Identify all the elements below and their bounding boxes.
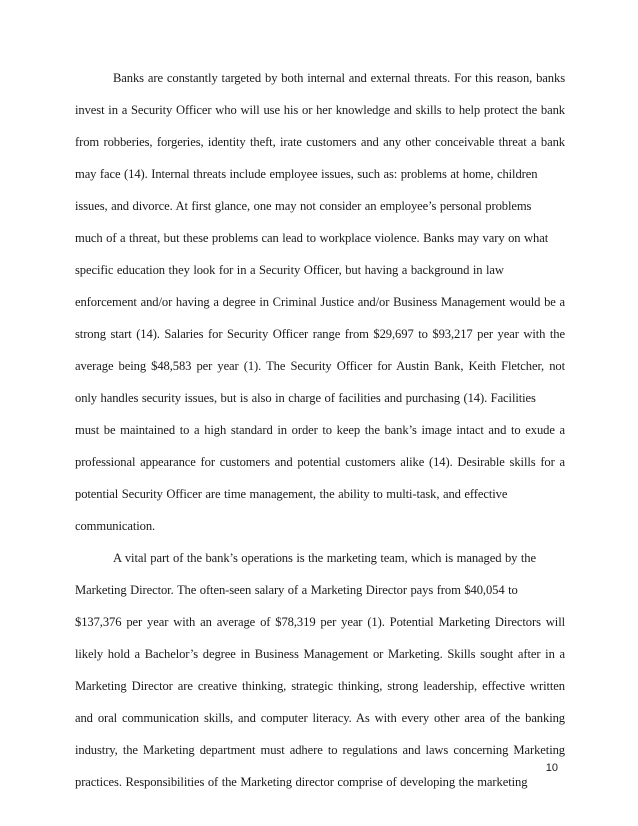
text-line: from robberies, forgeries, identity theft, irate customers and any other conceivable threat a bank	[75, 135, 565, 149]
text-line: must be maintained to a high standard in order to keep the bank’s image intact and to exude a	[75, 423, 565, 437]
text-line: much of a threat, but these problems can lead to workplace violence. Banks may vary on what	[75, 231, 549, 245]
text-line: specific education they look for in a Security Officer, but having a background in law	[75, 263, 504, 277]
text-line: strong start (14). Salaries for Security Officer range from $29,697 to $93,217 per year with the	[75, 327, 565, 341]
text-line: average being $48,583 per year (1). The Security Officer for Austin Bank, Keith Fletcher, not	[75, 359, 565, 373]
text-line: practices. Responsibilities of the Marketing director comprise of developing the marketing	[75, 775, 528, 789]
text-line: Marketing Director. The often-seen salary of a Marketing Director pays from $40,054 to	[75, 583, 518, 597]
text-line: Marketing Director are creative thinking, strategic thinking, strong leadership, effective written	[75, 679, 565, 693]
text-line: likely hold a Bachelor’s degree in Business Management or Marketing. Skills sought after in a	[75, 647, 565, 661]
text-line: issues, and divorce. At first glance, one may not consider an employee’s personal problems	[75, 199, 532, 213]
text-line: enforcement and/or having a degree in Criminal Justice and/or Business Management would be a	[75, 295, 565, 309]
text-line: only handles security issues, but is also in charge of facilities and purchasing (14). Facilities	[75, 391, 536, 405]
text-line: $137,376 per year with an average of $78,319 per year (1). Potential Marketing Directors will	[75, 615, 565, 629]
text-line: industry, the Marketing department must adhere to regulations and laws concerning Marketing	[75, 743, 565, 757]
text-line: invest in a Security Officer who will use his or her knowledge and skills to help protect the bank	[75, 103, 565, 117]
text-line: communication.	[75, 519, 156, 533]
text-line: and oral communication skills, and computer literacy. As with every other area of the banking	[75, 711, 565, 725]
text-line: Banks are constantly targeted by both internal and external threats. For this reason, banks	[113, 71, 565, 85]
text-line: potential Security Officer are time management, the ability to multi-task, and effective	[75, 487, 508, 501]
text-line: A vital part of the bank’s operations is the marketing team, which is managed by the	[113, 551, 536, 565]
page-number: 10	[545, 762, 558, 774]
text-line: may face (14). Internal threats include employee issues, such as: problems at home, children	[75, 167, 538, 181]
text-line: professional appearance for customers and potential customers alike (14). Desirable skills for a	[75, 455, 565, 469]
